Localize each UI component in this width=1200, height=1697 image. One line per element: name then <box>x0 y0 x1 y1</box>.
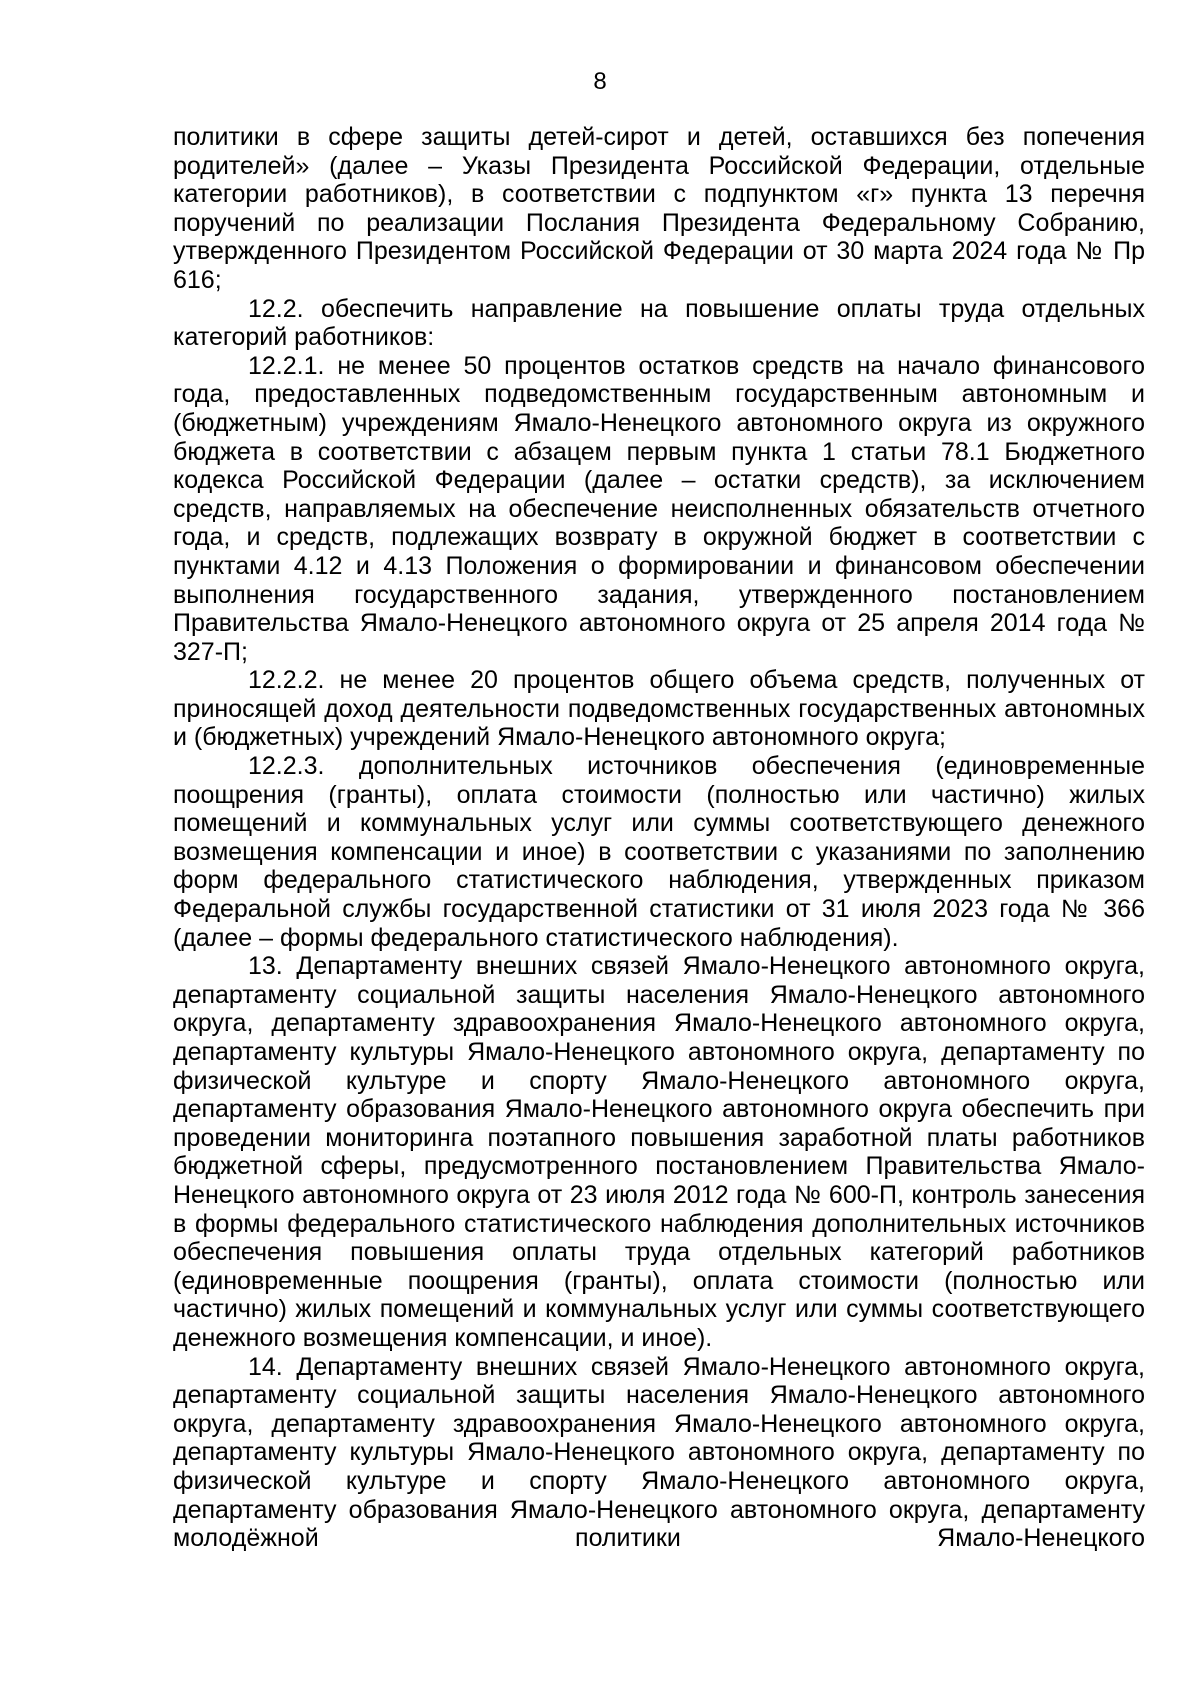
paragraph-14: 14. Департаменту внешних связей Ямало-Ненецкого автономного округа, департаменту социальной защиты населения Ямало-Ненецкого автономного округа, департаменту здравоохранения Ямало-Ненецкого автономного округа, департаменту культуры Ямало-Ненецкого автономного округа, департаменту по физической культуре и спорту Ямало-Ненецкого автономного округа, департаменту образования Ямало-Ненецкого автономного округа, департаменту молодёжной политики Ямало-Ненецкого <box>173 1352 1145 1553</box>
paragraph-13: 13. Департаменту внешних связей Ямало-Ненецкого автономного округа, департаменту социальной защиты населения Ямало-Ненецкого автономного округа, департаменту здравоохранения Ямало-Ненецкого автономного округа, департаменту культуры Ямало-Ненецкого автономного округа, департаменту по физической культуре и спорту Ямало-Ненецкого автономного округа, департаменту образования Ямало-Ненецкого автономного округа обеспечить при проведении мониторинга поэтапного повышения заработной платы работников бюджетной сферы, предусмотренного постановлением Правительства Ямало-Ненецкого автономного округа от 23 июля 2012 года № 600-П, контроль занесения в формы федерального статистического наблюдения дополнительных источников обеспечения повышения оплаты труда отдельных категорий работников (единовременные поощрения (гранты), оплата стоимости (полностью или частично) жилых помещений и коммунальных услуг или суммы соответствующего денежного возмещения компенсации, и иное). <box>173 952 1145 1352</box>
page-number: 8 <box>593 68 607 95</box>
document-body <box>173 123 1145 1553</box>
paragraph-12-2: 12.2. обеспечить направление на повышение оплаты труда отдельных категорий работников: <box>173 294 1145 352</box>
paragraph-12-2-3: 12.2.3. дополнительных источников обеспечения (единовременные поощрения (гранты), оплата стоимости (полностью или частично) жилых помещений и коммунальных услуг или суммы соответствующего денежного возмещения компенсации и иное) в соответствии с указаниями по заполнению форм федерального статистического наблюдения, утвержденных приказом Федеральной службы государственной статистики от 31 июля 2023 года № 366 (далее – формы федерального статистического наблюдения). <box>173 752 1145 952</box>
paragraph-12-2-1: 12.2.1. не менее 50 процентов остатков средств на начало финансового года, предоставленных подведомственным государственным автономным и (бюджетным) учреждениям Ямало-Ненецкого автономного округа из окружного бюджета в соответствии с абзацем первым пункта 1 статьи 78.1 Бюджетного кодекса Российской Федерации (далее – остатки средств), за исключением средств, направляемых на обеспечение неисполненных обязательств отчетного года, и средств, подлежащих возврату в окружной бюджет в соответствии с пунктами 4.12 и 4.13 Положения о формировании и финансовом обеспечении выполнения государственного задания, утвержденного постановлением Правительства Ямало-Ненецкого автономного округа от 25 апреля 2014 года № 327-П; <box>173 351 1145 666</box>
paragraph-continuation: политики в сфере защиты детей-сирот и детей, оставшихся без попечения родителей» (далее – Указы Президента Российской Федерации, отдельные категории работников), в соответствии с подпунктом «г» пункта 13 перечня поручений по реализации Послания Президента Федеральному Собранию, утвержденного Президентом Российской Федерации от 30 марта 2024 года № Пр 616; <box>173 123 1145 294</box>
paragraph-12-2-2: 12.2.2. не менее 20 процентов общего объема средств, полученных от приносящей доход деятельности подведомственных государственных автономных и (бюджетных) учреждений Ямало-Ненецкого автономного округа; <box>173 666 1145 752</box>
